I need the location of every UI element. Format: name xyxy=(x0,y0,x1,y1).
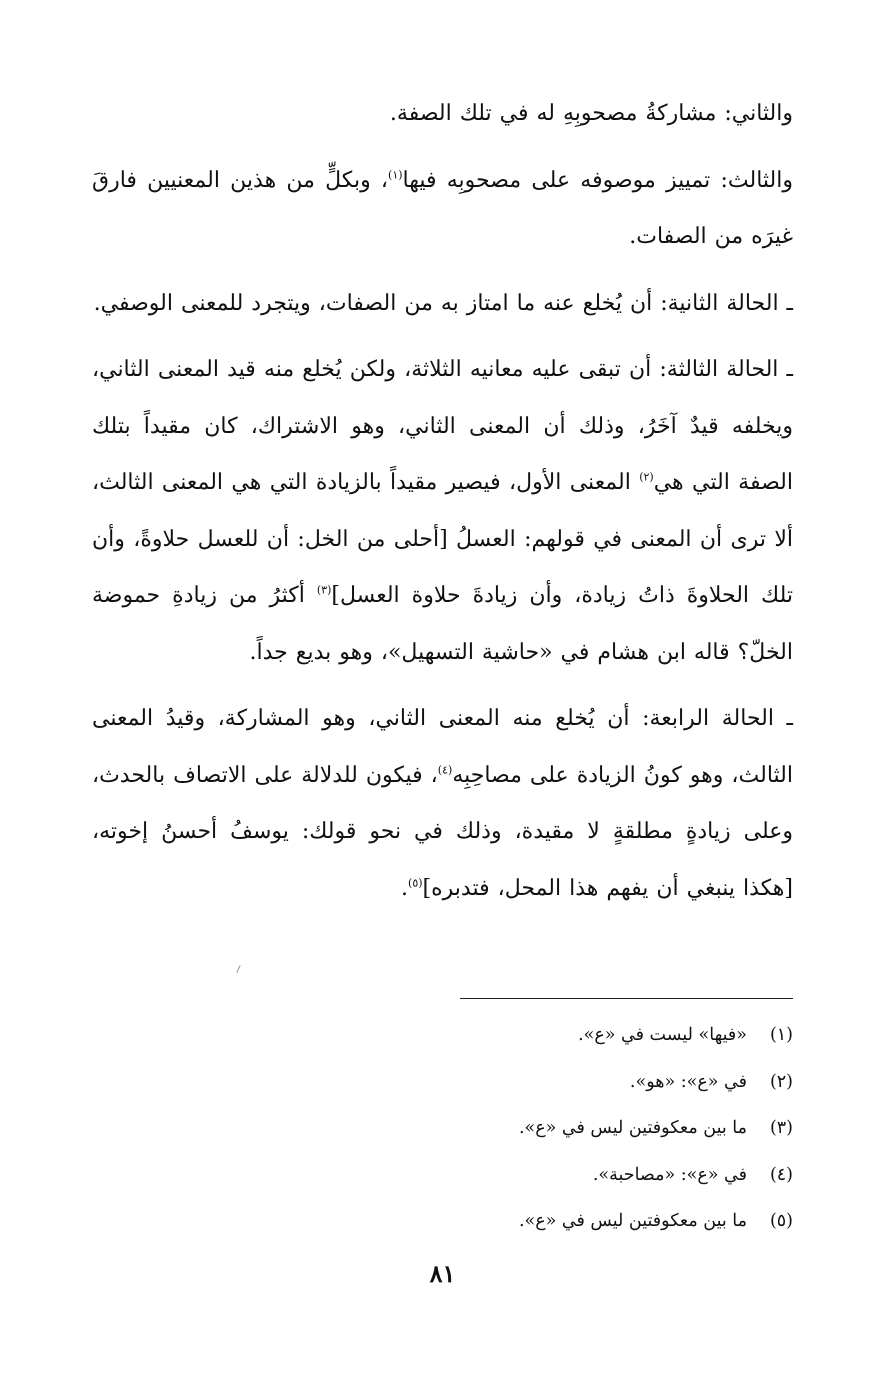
paragraph-text: ـ الحالة الرابعة: أن يُخلع منه المعنى الثاني، وهو المشاركة، وقيدُ المعنى الثالث، وهو كونُ الزيادة على مصاحِبِه xyxy=(92,706,793,788)
paragraph-text: والثالث: تمييز موصوفه على مصحوبِه فيها xyxy=(402,167,793,193)
paragraph-text: ـ الحالة الثالثة: أن تبقى عليه معانيه الثلاثة، ولكن يُخلع منه قيد المعنى الثاني، ويخلفه قيدٌ آخَرُ، وذلك أن المعنى الثاني، وهو الاشتراك، كان مقيداً بتلك الصفة التي هي xyxy=(92,357,793,495)
main-text xyxy=(92,86,793,927)
paragraph-third-state xyxy=(92,342,793,681)
footnote-number: (٥) xyxy=(769,1211,793,1231)
footnote-divider xyxy=(460,998,793,999)
footnote-ref-4[interactable]: (٤) xyxy=(437,763,453,777)
footnote-number: (٣) xyxy=(769,1118,793,1138)
paragraph-third-meaning xyxy=(92,153,793,266)
footnote-text: ما بين معكوفتين ليس في «ع». xyxy=(518,1211,747,1231)
footnote-number: (١) xyxy=(769,1025,793,1045)
footnote-item xyxy=(92,1198,793,1245)
paragraph-text: أكثرُ من زيادةِ حموضة الخلّ؟ قاله ابن هشام في «حاشية التسهيل»، وهو بديع جداً. xyxy=(92,583,793,665)
paragraph-text: والثاني: مشاركةُ مصحوبِهِ له في تلك الصفة. xyxy=(389,101,793,126)
footnotes-list xyxy=(92,1012,793,1245)
paragraph-second-state xyxy=(92,276,793,333)
footnote-number: (٢) xyxy=(769,1071,793,1092)
footnote-text: في «ع»: «هو». xyxy=(629,1071,747,1092)
paragraph-text: . xyxy=(401,875,409,901)
footnote-ref-3[interactable]: (٣) xyxy=(316,583,332,597)
footnote-text: في «ع»: «مصاحبة». xyxy=(592,1164,747,1185)
paragraph-text: المعنى الأول، فيصير مقيداً بالزيادة التي هي المعنى الثالث، ألا ترى أن المعنى في قولهم: العسلُ [أحلى من الخل: أن للعسل حلاوةً، وأن تلك الحلاوةَ ذاتُ زيادة، وأن زيادةَ حلاوة العسل] xyxy=(92,470,793,608)
footnote-text: «فيها» ليست في «ع». xyxy=(578,1025,747,1045)
footnote-ref-5[interactable]: (٥) xyxy=(408,876,423,890)
footnote-number: (٤) xyxy=(769,1164,793,1185)
paragraph-fourth-state xyxy=(92,691,793,917)
footnote-ref-1[interactable]: (١) xyxy=(388,168,403,182)
footnote-item xyxy=(92,1059,793,1106)
footnote-text: ما بين معكوفتين ليس في «ع». xyxy=(518,1118,747,1138)
footnote-item xyxy=(92,1012,793,1059)
paragraph-text: ـ الحالة الثانية: أن يُخلع عنه ما امتاز به من الصفات، ويتجرد للمعنى الوصفي. xyxy=(93,290,793,316)
paragraph-text: ، وبكلٍّ من هذين المعنيين فارقَ غيرَه من الصفات. xyxy=(92,167,793,249)
paragraph-second-meaning xyxy=(92,86,793,143)
paragraph-text: ، فيكون للدلالة على الاتصاف بالحدث، وعلى زيادةٍ مطلقةٍ لا مقيدة، وذلك في نحو قولك: يوسفُ أحسنُ إخوته، [هكذا ينبغي أن يفهم هذا المحل، فتدبره] xyxy=(92,762,793,901)
scan-speck xyxy=(236,965,240,973)
footnote-item xyxy=(92,1105,793,1152)
footnote-item xyxy=(92,1152,793,1199)
footnote-ref-2[interactable]: (٢) xyxy=(639,470,654,484)
page-number: ٨١ xyxy=(429,1259,456,1288)
